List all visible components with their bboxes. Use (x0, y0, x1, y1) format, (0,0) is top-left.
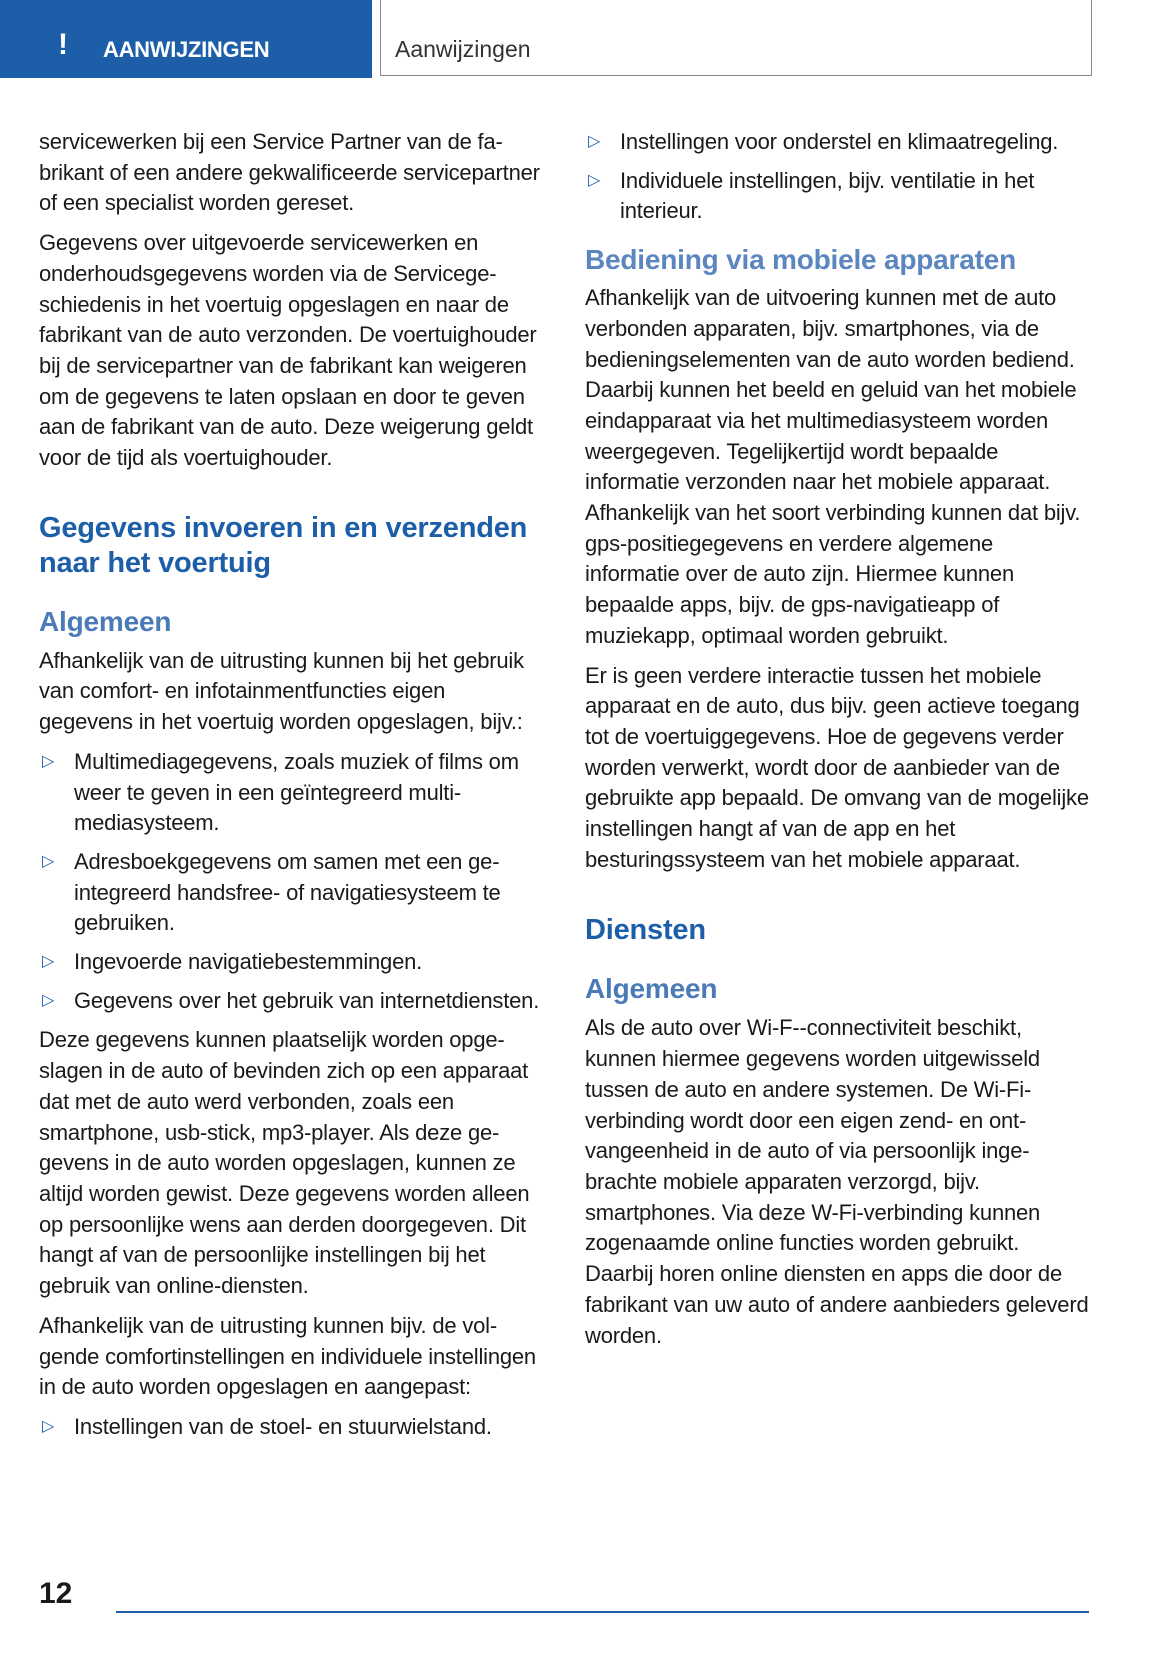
paragraph: Deze gegevens kunnen plaatselijk worden opgeslagen in de auto of bevinden zich op een apparaat dat met de auto werd verbonden, zoals een smartphone, usb-stick, mp3-player. Als deze gegevens in de auto worden opgeslagen, kunnen ze altijd worden gewist. Deze gegevens worden alleen op persoonlijke wens aan derden doorgegeven. Dit hangt af van de persoonlijke instellingen bij het gebruik van online-diensten. (39, 1027, 530, 1299)
triangle-bullet-icon: ▷ (42, 1417, 55, 1435)
triangle-bullet-icon: ▷ (42, 953, 55, 971)
paragraph: Als de auto over Wi-F--connectiviteit beschikt, kunnen hiermee gegevens worden uitgewisseld tussen de auto en andere systemen. De Wi-Fi-verbinding wordt door een eigen zend- en ontvangeenheid in de auto of via persoonlijk ingebrachte mobiele apparaten verzorgd, bijv. smartphones. Via deze W-Fi-verbinding kunnen zogenaamde online functies worden gebruikt. Daarbij horen online diensten en apps die door de fabrikant van uw auto of andere aanbieders geleverd worden. (585, 1015, 1089, 1348)
triangle-bullet-icon: ▷ (42, 852, 55, 870)
footer-rule (116, 1611, 1089, 1613)
left-column (39, 127, 544, 1452)
triangle-bullet-icon: ▷ (42, 752, 55, 770)
paragraph: Afhankelijk van de uitvoering kunnen met de auto verbonden apparaten, bijv. smartphones, via de bedieningselementen van de auto worden bediend. Daarbij kunnen het beeld en geluid van het mobiele eindapparaat via het multimediasysteem worden weergegeven. Tegelijkertijd wordt bepaalde informatie verzonden naar het mobiele apparaat. Afhankelijk van het soort verbinding kunnen dat bijv. gps-positiegegevens en verdere algemene informatie over de auto zijn. Hiermee kunnen bepaalde apps, bijv. de gps-navigatieapp of muziekapp, optimaal worden gebruikt. (585, 285, 1081, 648)
bullet-list (585, 127, 1090, 227)
section-label: AANWIJZINGEN (103, 37, 270, 62)
paragraph: Afhankelijk van de uitrusting kunnen bij het gebruik van comfort- en infotainmentfuncties eigen gegevens in het voertuig worden opgeslagen, bijv.: (39, 647, 524, 735)
paragraph: Gegevens over uitgevoerde servicewerken en onderhoudsgegevens worden via de Servicegeschiedenis in het voertuig opgeslagen en naar de fabrikant van de auto verzonden. De voertuighouder bij de servicepartner van de fabrikant kan weigeren om de gegevens te laten opslaan en door te geven aan de fabrikant van de auto. Deze weigerung geldt voor de tijd als voertuighouder. (39, 230, 537, 471)
list-item: ▷ Individuele instellingen, bijv. ventilatie in het interieur. (588, 167, 1035, 224)
list-item: ▷ Instellingen voor onderstel en klimaatregeling. (585, 127, 1090, 158)
bullet-list (39, 747, 544, 1017)
warning-icon: ! (58, 28, 68, 61)
paragraph: servicewerken bij een Service Partner van de fabrikant of een andere gekwalificeerde servicepartner of een specialist worden gereset. (39, 129, 540, 216)
right-column (585, 127, 1090, 1360)
page-title: Aanwijzingen (395, 36, 531, 62)
list-item: ▷ Gegevens over het gebruik van internetdiensten. (39, 986, 544, 1017)
list-item: ▷ Multimediagegevens, zoals muziek of films om weer te geven in een geïntegreerd multimediasysteem. (42, 748, 519, 836)
bullet-list (39, 1412, 544, 1443)
triangle-bullet-icon: ▷ (42, 991, 55, 1009)
section-heading: Gegevens invoeren in en verzenden naar het voertuig (39, 511, 528, 579)
subsection-heading: Bediening via mobiele apparaten (585, 244, 1017, 276)
list-item: ▷ Ingevoerde navigatiebestemmingen. (39, 947, 544, 978)
subsection-heading: Algemeen (585, 973, 718, 1005)
triangle-bullet-icon: ▷ (588, 171, 601, 189)
paragraph: Er is geen verdere interactie tussen het mobiele apparaat en de auto, dus bijv. geen actieve toegang tot de voertuiggegevens. Hoe de gegevens verder worden verwerkt, wordt door de aanbieder van de gebruikte app bepaald. De omvang van de mogelijke instellingen hangt af van de app en het besturingssysteem van het mobiele apparaat. (585, 662, 1089, 872)
list-item: ▷ Instellingen van de stoel- en stuurwielstand. (39, 1412, 544, 1443)
section-heading: Diensten (585, 914, 706, 947)
subsection-heading: Algemeen (39, 605, 172, 637)
list-item: ▷ Adresboekgegevens om samen met een geintegreerd handsfree- of navigatiesysteem te gebruiken. (42, 848, 501, 936)
page-number: 12 (39, 1577, 73, 1610)
triangle-bullet-icon: ▷ (588, 133, 601, 150)
paragraph: Afhankelijk van de uitrusting kunnen bijv. de volgende comfortinstellingen en individuele instellingen in de auto worden opgeslagen en aangepast: (39, 1312, 536, 1400)
